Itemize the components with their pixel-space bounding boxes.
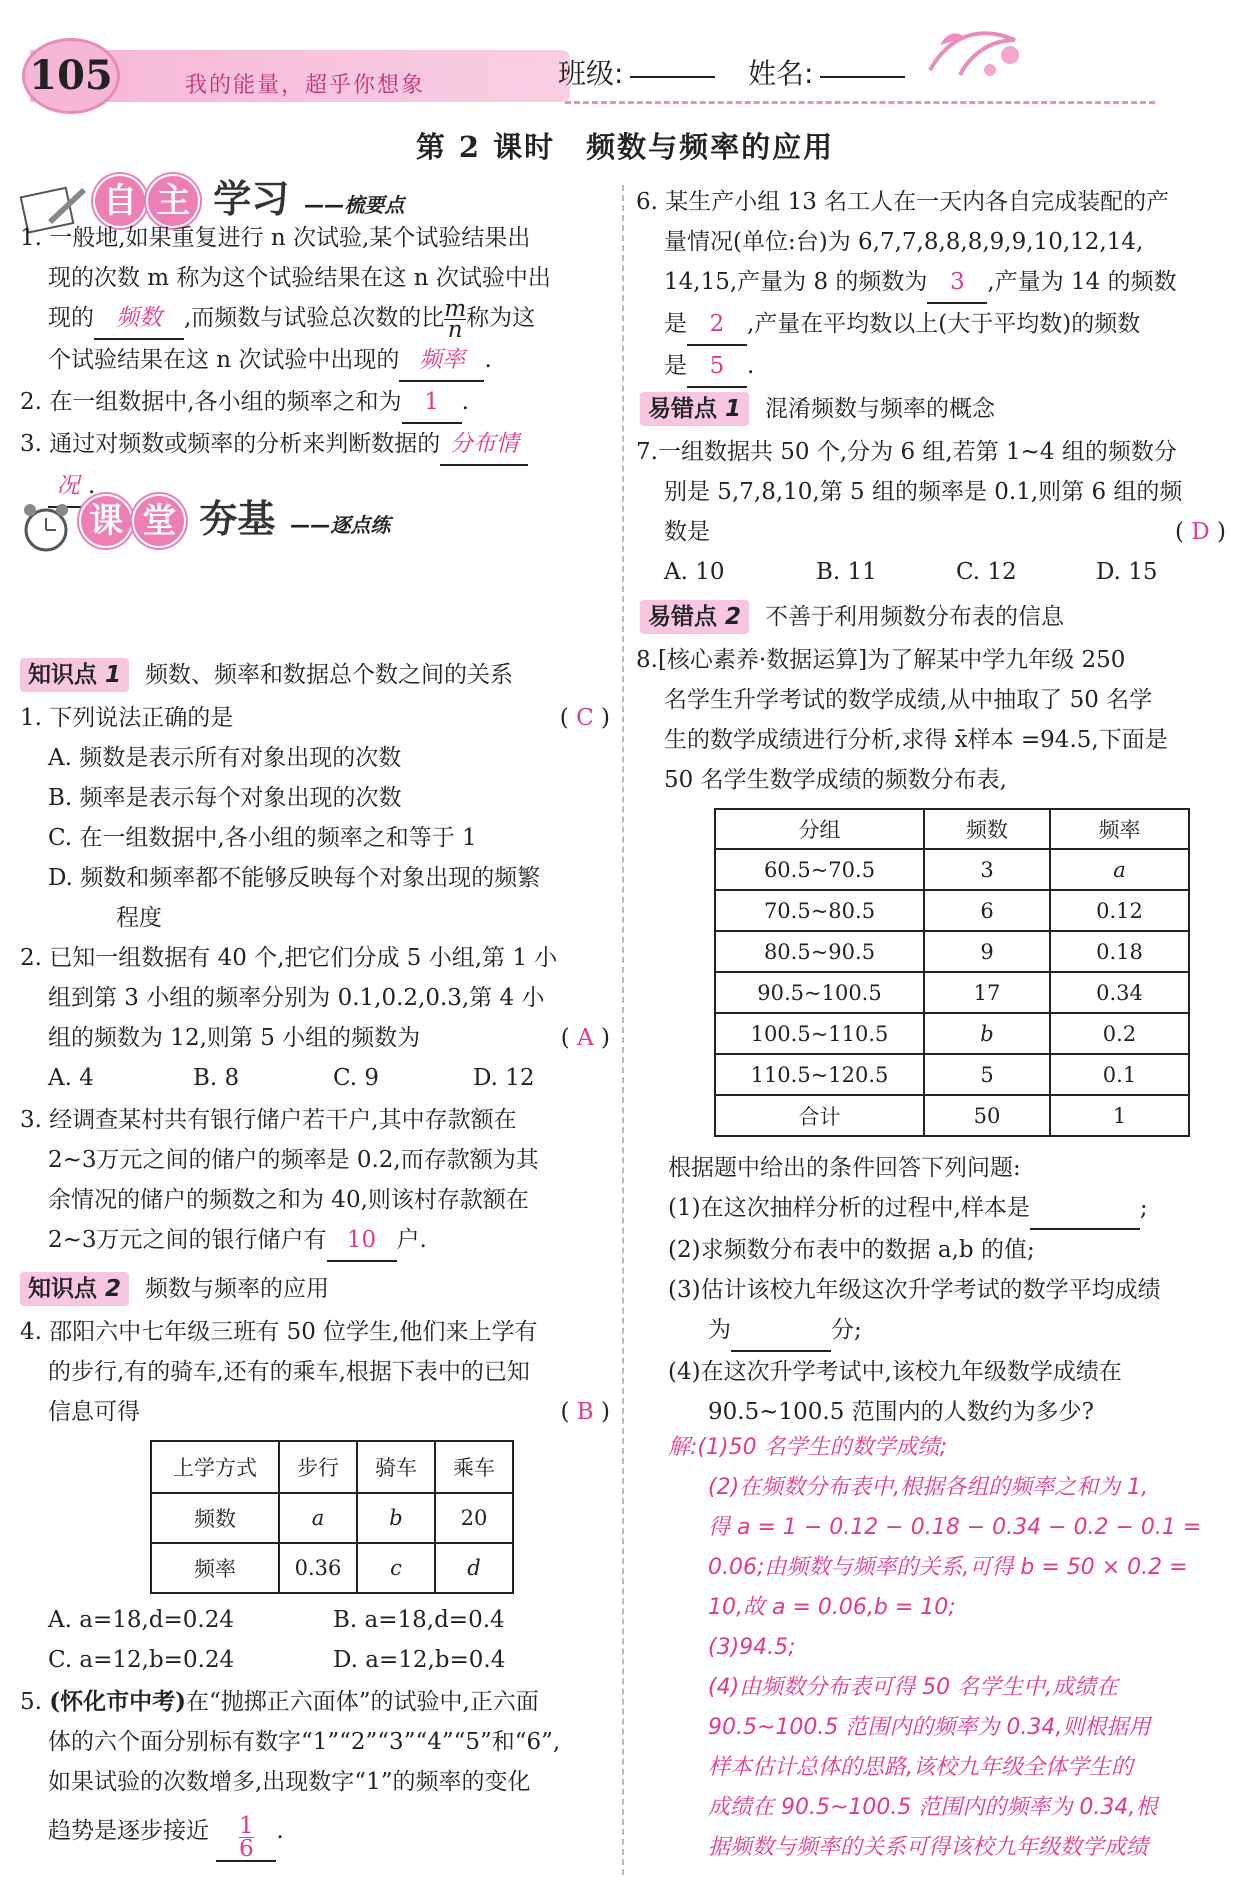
error-point-2: [640, 598, 1064, 632]
self-item-2: 2. 在一组数据中,各小组的频率之和为 1 .: [20, 382, 610, 424]
option-b[interactable]: B. a=18,d=0.4: [333, 1607, 505, 1633]
option-a[interactable]: A. 10: [664, 559, 725, 585]
answer-blank[interactable]: [1030, 1188, 1140, 1230]
option-d[interactable]: D. 12: [473, 1065, 535, 1091]
answer-blank[interactable]: $\frac{1}{6}$: [216, 1802, 276, 1862]
section-self-study: [18, 168, 404, 224]
err2-badge: 易错点 2: [640, 600, 749, 634]
answer-blank[interactable]: 频数: [94, 298, 184, 340]
answer-blank[interactable]: [731, 1310, 831, 1352]
answer-blank[interactable]: 5: [687, 346, 747, 388]
page-number: 105: [22, 38, 120, 114]
answer-choice: A: [577, 1025, 594, 1051]
answer-blank[interactable]: 2: [687, 304, 747, 346]
option-a[interactable]: A. 频数是表示所有对象出现的次数: [48, 745, 402, 771]
header-divider: [565, 101, 1155, 104]
option-d[interactable]: D. a=12,b=0.4: [333, 1647, 506, 1673]
class-subtitle: ——逐点练: [290, 513, 391, 537]
question-8: 8.[核心素养·数据运算]为了解某中学九年级 250 名学生升学考试的数学成绩,从中抽取了 50 名学 生的数学成绩进行分析,求得 x̄样本 =94.5,下面是 50 名学生数学成绩的频数分布表,: [636, 647, 1168, 793]
answer-choice: B: [576, 1399, 594, 1425]
answer-blank[interactable]: 况: [48, 466, 88, 508]
kp2-title: 频数与频率的应用: [145, 1276, 330, 1302]
answer-blank[interactable]: 频率: [399, 340, 484, 382]
section-classroom: [18, 488, 390, 544]
q4-table: 上学方式 步行 骑车 乘车 频数 a b 20 频率 0.36 c d: [150, 1440, 514, 1594]
alarm-clock-icon: [18, 500, 74, 556]
q4-options: [48, 1600, 608, 1680]
q8-subquestions: 根据题中给出的条件回答下列问题: (1)在这次抽样分析的过程中,样本是 ; (2)求频数分布表中的数据 a,b 的值; (3)估计该校九年级这次升学考试的数学平均成绩 为 分; (4)在这次升学考试中,该校九年级数学成绩在 90.5~100.5 范围内的人数约为多少?: [668, 1155, 1161, 1425]
class-label: 班级:: [558, 57, 624, 90]
lesson-title: 第 2 课时 频数与频率的应用: [415, 130, 835, 164]
kp2-badge: 知识点 2: [20, 1272, 129, 1306]
class-char-1: 课: [79, 494, 133, 548]
err1-badge: 易错点 1: [640, 392, 749, 426]
option-b[interactable]: B. 11: [816, 559, 877, 585]
class-blank[interactable]: [630, 76, 715, 78]
err1-title: 混淆频数与频率的概念: [765, 396, 996, 422]
option-d-cont: 程度: [116, 905, 162, 931]
kp1-badge: 知识点 1: [20, 658, 129, 692]
knowledge-point-1: [20, 656, 513, 690]
answer-blank[interactable]: 1: [402, 382, 462, 424]
answer-blank[interactable]: 3: [927, 262, 987, 304]
self-item-3: 3. 通过对频数或频率的分析来判断数据的 分布情 况 .: [20, 424, 610, 508]
option-b[interactable]: B. 8: [193, 1065, 240, 1091]
class-char-2: 堂: [132, 494, 186, 548]
option-c[interactable]: C. 在一组数据中,各小组的频率之和等于 1: [48, 825, 477, 851]
question-1: 1. 下列说法正确的是 ( C ) A. 频数是表示所有对象出现的次数 B. 频率是表示每个对象出现的次数 C. 在一组数据中,各小组的频率之和等于 1 D. 频数和频率都不能够反映每个对象出现的频繁 程度: [20, 698, 610, 938]
err2-title: 不善于利用频数分布表的信息: [765, 604, 1065, 630]
question-3: 3. 经调查某村共有银行储户若干户,其中存款额在 2~3万元之间的储户的频率是 0.2,而存款额为其 余情况的储户的频数之和为 40,则该村存款额在 2~3万元之间的银行储户有 10 户.: [20, 1100, 610, 1262]
column-divider: [622, 185, 624, 1875]
error-point-1: [640, 390, 995, 424]
option-d[interactable]: D. 频数和频率都不能够反映每个对象出现的频繁: [48, 865, 541, 891]
floral-ornament-icon: [920, 15, 1030, 90]
option-b[interactable]: B. 频率是表示每个对象出现的次数: [48, 785, 402, 811]
answer-blank[interactable]: 分布情: [440, 424, 528, 466]
question-6: 6. 某生产小组 13 名工人在一天内各自完成装配的产 量情况(单位:台)为 6,7,7,8,8,8,9,9,10,12,14, 14,15,产量为 8 的频数为 3 ,产量为 14 的频数 是 2 ,产量在平均数以上(大于平均数)的频数 是 5 .: [636, 182, 1226, 388]
self-title: 学习: [213, 177, 290, 221]
option-c[interactable]: C. 9: [333, 1065, 380, 1091]
question-4: 4. 邵阳六中七年级三班有 50 位学生,他们来上学有 的步行,有的骑车,还有的乘车,根据下表中的已知 信息可得 ( B ): [20, 1319, 610, 1425]
option-d[interactable]: D. 15: [1096, 559, 1158, 585]
option-a[interactable]: A. 4: [48, 1065, 94, 1091]
q8-frequency-table: 分组 频数 频率 60.5~70.5 3 a 70.5~80.5 6 0.12 80.5~90.5 9 0.18 90.5~100.5 17 0.34 100.5~110.5 b 0.2 110.5~120.5 5 0.1 合计 50 1: [714, 808, 1190, 1137]
answer-blank[interactable]: 10: [327, 1220, 397, 1262]
class-title: 夯基: [199, 497, 276, 541]
question-2: 2. 已知一组数据有 40 个,把它们分成 5 小组,第 1 小 组到第 3 小组的频率分别为 0.1,0.2,0.3,第 4 小 组的频数为 12,则第 5 小组的频数为 ( A ) A. 4 B. 8 C. 9 D. 12: [20, 938, 610, 1098]
name-blank[interactable]: [820, 76, 905, 78]
kp1-title: 频数、频率和数据总个数之间的关系: [145, 662, 514, 688]
self-char-1: 自: [93, 174, 147, 228]
q8-solution: 解:(1)50 名学生的数学成绩; (2)在频数分布表中,根据各组的频率之和为 1, 得 a = 1 − 0.12 − 0.18 − 0.34 − 0.2 − 0.1 = 0.06;由频数与频率的关系,可得 b = 50 × 0.2 = 10,故 a = 0.06,b = 10; (3)94.5; (4)由频数分布表可得 50 名学生中,成绩在 90.5~100.5 范围内的频率为 0.34,则根据用 样本估计总体的思路,该校九年级全体学生的 成绩在 90.5~100.5 范围内的频率为 0.34,根 据频数与频率的关系可得该校九年级数学成绩: [668, 1435, 1202, 1860]
option-c[interactable]: C. 12: [956, 559, 1017, 585]
self-study-items: [20, 218, 610, 508]
answer-choice: C: [576, 705, 594, 731]
self-char-2: 主: [146, 174, 200, 228]
question-7: 7.一组数据共 50 个,分为 6 组,若第 1~4 组的频数分 别是 5,7,8,10,第 5 组的频率是 0.1,则第 6 组的频 数是 ( D ) A. 10 B. 11 C. 12 D. 15: [636, 432, 1226, 592]
knowledge-point-2: [20, 1270, 329, 1304]
self-item-1: 1. 一般地,如果重复进行 n 次试验,某个试验结果出 现的次数 m 称为这个试验结果在这 n 次试验中出 现的 频数 ,而频数与试验总次数的比 $\frac{m}{n}$ 称为这 个试验结果在这 n 次试验中出现的 频率 .: [20, 218, 610, 382]
option-a[interactable]: A. a=18,d=0.24: [48, 1607, 234, 1633]
header-slogan: 我的能量，超乎你想象: [185, 73, 426, 98]
question-5: 5. (怀化市中考)在“抛掷正六面体”的试验中,正六面 体的六个面分别标有数字“1”“2”“3”“4”“5”和“6”, 如果试验的次数增多,出现数字“1”的频率的变化 趋势是逐步接近 $\frac{1}{6}$ .: [20, 1688, 561, 1862]
self-subtitle: ——梳要点: [304, 193, 405, 217]
option-c[interactable]: C. a=12,b=0.24: [48, 1647, 235, 1673]
name-label: 姓名:: [748, 57, 814, 90]
answer-choice: D: [1191, 519, 1210, 545]
